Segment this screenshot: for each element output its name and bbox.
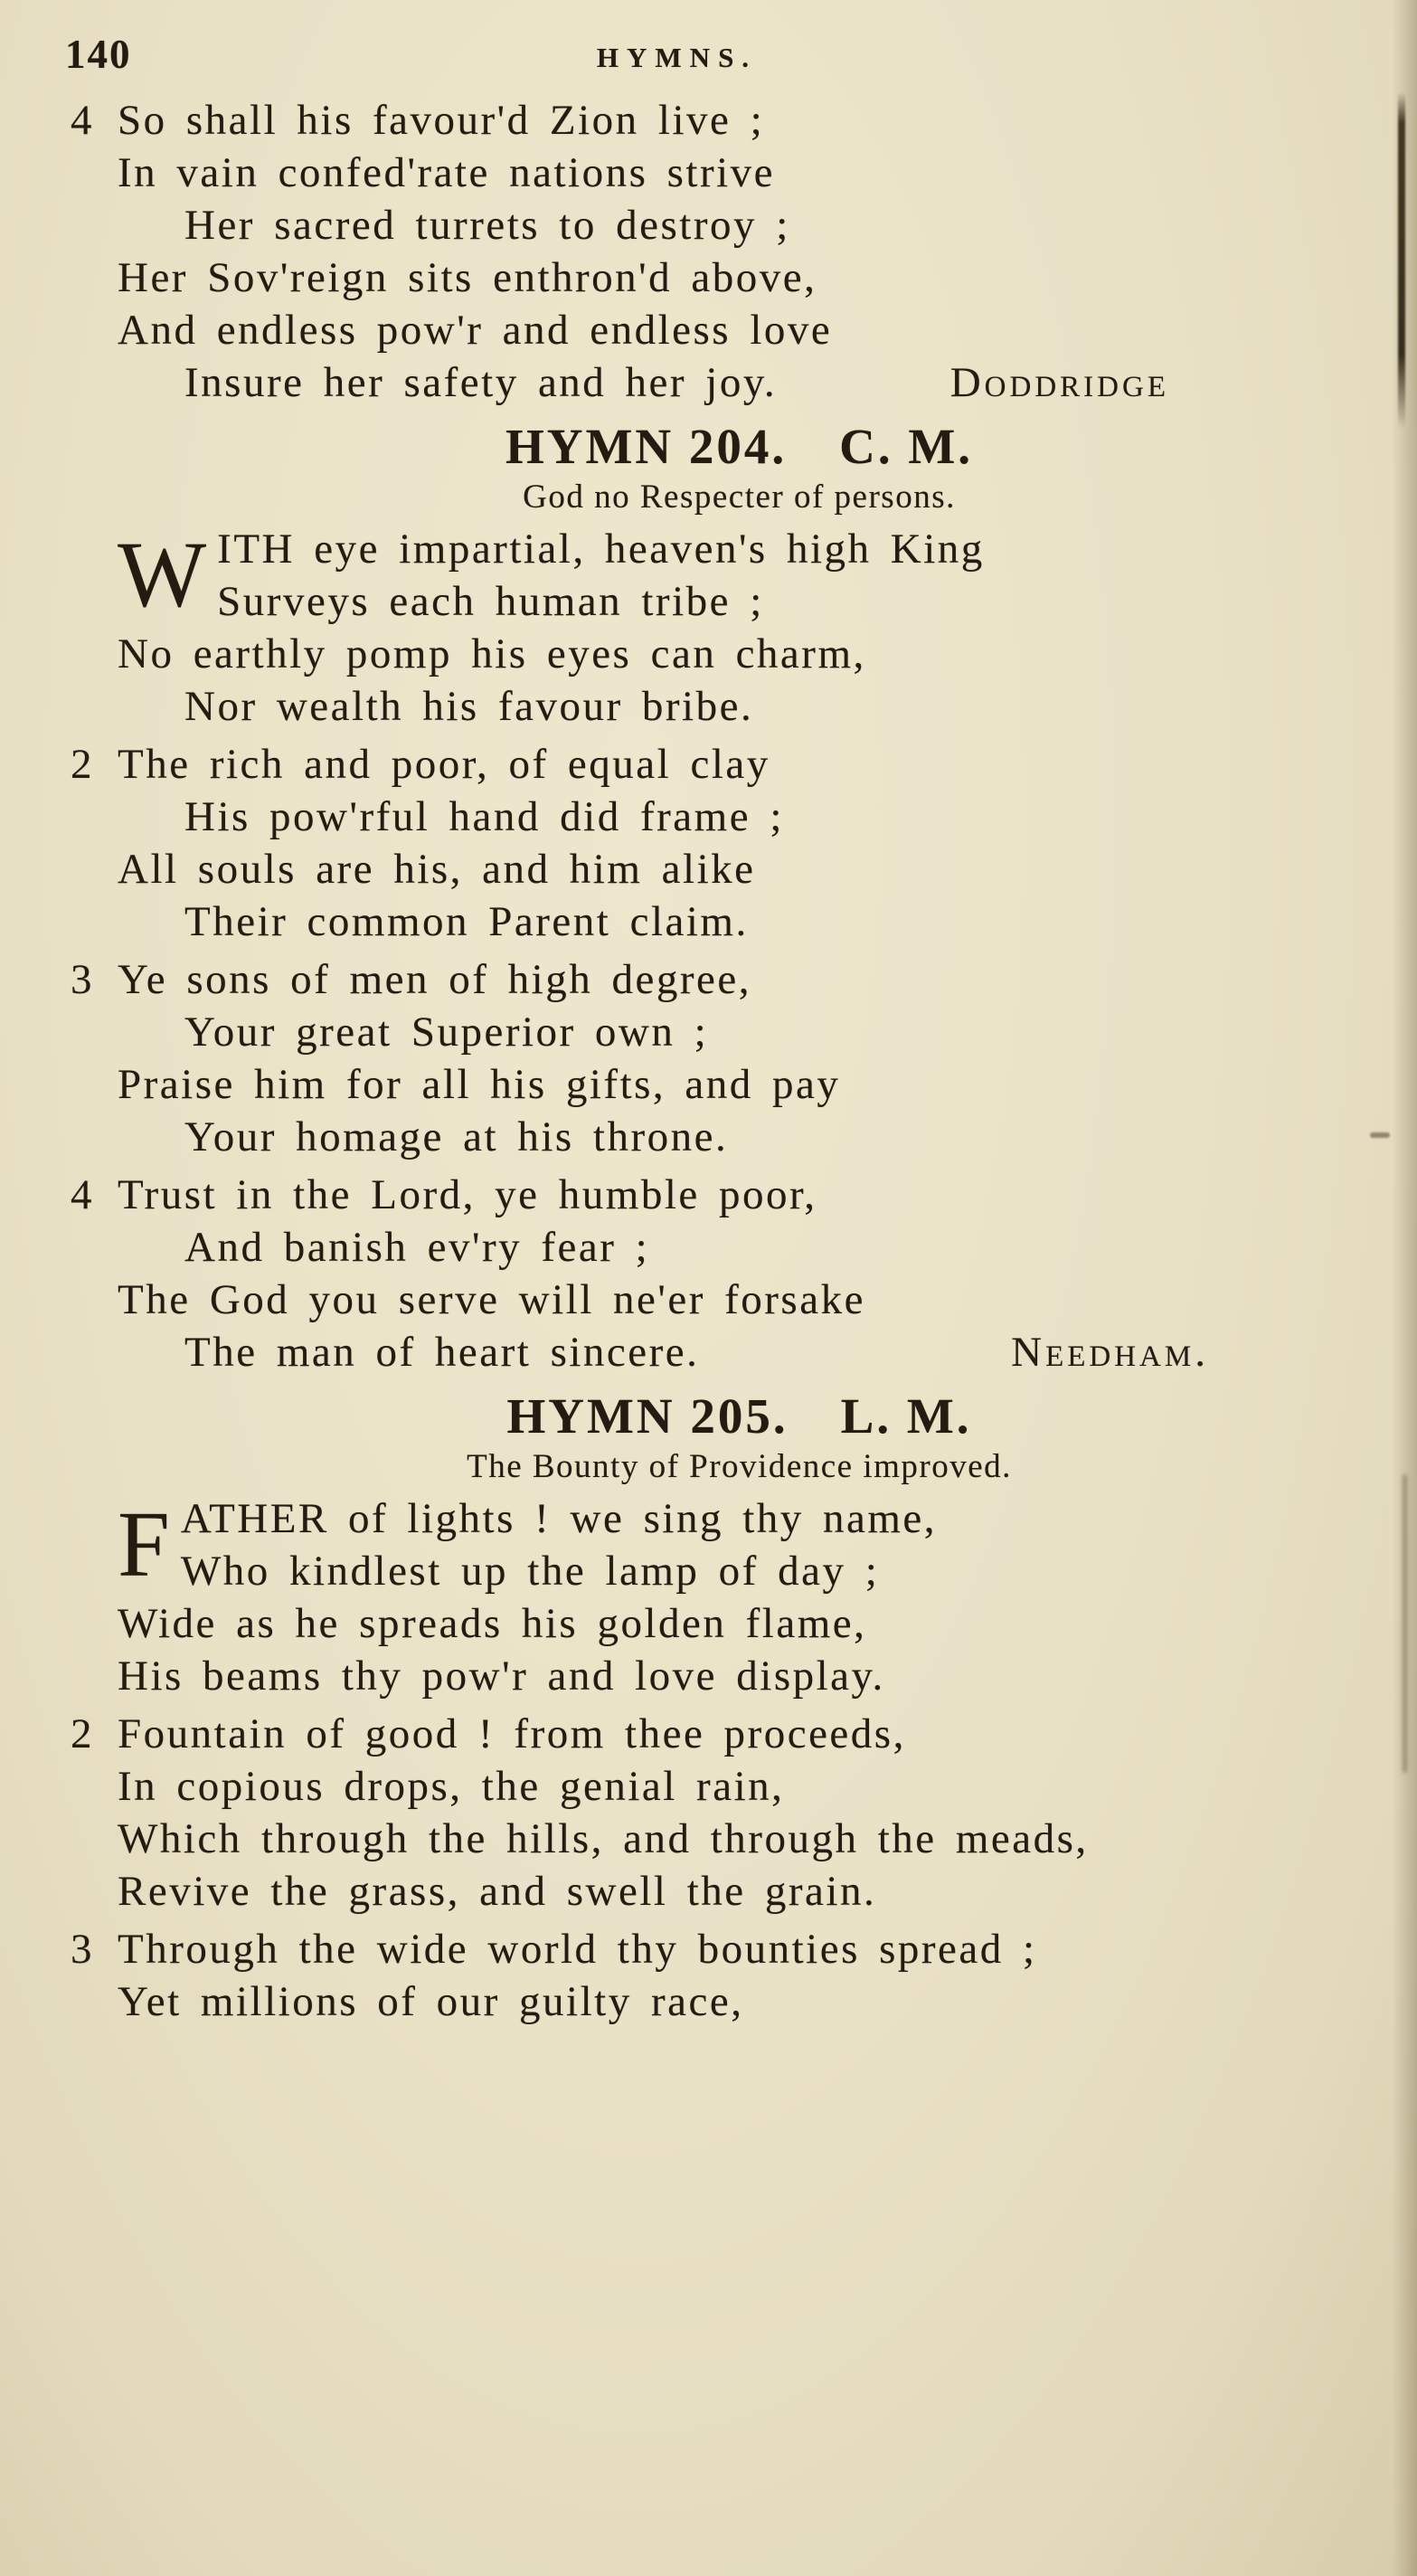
hymn-line: Yet millions of our guilty race, <box>118 1978 744 2025</box>
hymn-line: Your great Superior own ; <box>184 1009 709 1056</box>
hymn-line: Her sacred turrets to destroy ; <box>184 202 790 249</box>
hymn-line: Who kindlest up the lamp of day ; <box>180 1548 880 1595</box>
hymn-line-text: Fountain of good ! from thee proceeds, <box>118 1710 906 1757</box>
hymn-line-text: Through the wide world thy bounties spread ; <box>118 1926 1037 1973</box>
hymn-meter: C. M. <box>839 419 974 474</box>
hymn-204-verse-3 <box>71 953 1361 1163</box>
hymn-205-verse-1 <box>118 1492 1361 1702</box>
hymn-line: Which through the hills, and through the meads, <box>118 1815 1089 1862</box>
hymn-line: In vain confed'rate nations strive <box>118 149 776 196</box>
hymn-line-text: Ye sons of men of high degree, <box>118 956 751 1003</box>
hymn-line: ATHER of lights ! we sing thy name, <box>180 1495 938 1542</box>
hymn-line-text: The man of heart sincere. <box>184 1329 700 1376</box>
hymn-204-verse-2 <box>71 738 1361 948</box>
hymn-205-subtitle: The Bounty of Providence improved. <box>467 1448 1012 1485</box>
hymn-line-text: Trust in the Lord, ye humble poor, <box>118 1171 817 1218</box>
running-title: HYMNS. <box>596 42 758 73</box>
hymn-line: Their common Parent claim. <box>184 898 749 945</box>
hymn-line: Revive the grass, and swell the grain. <box>118 1868 877 1915</box>
hymn-line-text: So shall his favour'd Zion live ; <box>118 97 765 144</box>
hymn-line: Praise him for all his gifts, and pay <box>118 1061 841 1108</box>
verse-number: 4 <box>71 1171 94 1218</box>
hymn-line: ITH eye impartial, heaven's high King <box>217 526 985 573</box>
book-binding-mark <box>1398 92 1405 429</box>
hymn-line: His beams thy pow'r and love display. <box>118 1653 885 1700</box>
hymn-204-verse-4 <box>71 1169 1361 1378</box>
hymn-line: No earthly pomp his eyes can charm, <box>118 630 866 677</box>
hymn-line: In copious drops, the genial rain, <box>118 1763 785 1810</box>
hymn-line <box>71 1923 1361 1975</box>
hymn-line: Your homage at his throne. <box>184 1113 729 1160</box>
hymn-line: His pow'rful hand did frame ; <box>184 793 784 840</box>
hymn-205-heading <box>118 1387 1361 1445</box>
hymn-line-text: The rich and poor, of equal clay <box>118 741 770 788</box>
hymn-line: And endless pow'r and endless love <box>118 307 833 354</box>
hymn-204-verse-1 <box>118 523 1361 733</box>
verse-number: 4 <box>71 97 94 144</box>
hymn-line: Nor wealth his favour bribe. <box>184 683 754 730</box>
hymn-line-text: Insure her safety and her joy. <box>184 359 778 406</box>
drop-cap: F <box>118 1492 170 1596</box>
hymn-meter: L. M. <box>840 1388 972 1444</box>
previous-hymn-verse-4 <box>71 94 1361 409</box>
drop-cap: W <box>118 523 207 627</box>
ink-mark <box>1370 1132 1390 1138</box>
hymn-line <box>71 94 1361 147</box>
hymn-line: And banish ev'ry fear ; <box>184 1224 650 1271</box>
hymn-line <box>71 1169 1361 1221</box>
verse-number: 2 <box>71 741 94 788</box>
hymn-title: HYMN 204. <box>505 419 788 474</box>
hymn-line <box>71 953 1361 1006</box>
book-binding-mark-faint <box>1403 1474 1407 1773</box>
hymn-line: All souls are his, and him alike <box>118 846 756 893</box>
page-number: 140 <box>65 32 132 77</box>
hymn-line <box>71 1708 1361 1760</box>
verse-number: 3 <box>71 1926 94 1973</box>
verse-number: 2 <box>71 1710 94 1757</box>
hymn-205-verse-3 <box>71 1923 1361 2028</box>
hymn-205-verse-2 <box>71 1708 1361 1918</box>
hymn-204-subtitle: God no Respecter of persons. <box>523 478 956 516</box>
hymn-line <box>118 356 1361 409</box>
hymn-line: Wide as he spreads his golden flame, <box>118 1600 867 1647</box>
hymn-204-heading <box>118 418 1361 476</box>
hymn-line: The God you serve will ne'er forsake <box>118 1276 865 1323</box>
page-content <box>0 87 1417 2028</box>
page-header <box>0 0 1417 87</box>
hymn-line <box>118 1326 1361 1378</box>
hymn-line <box>71 738 1361 791</box>
author-attribution: Needham. <box>1011 1329 1209 1376</box>
verse-number: 3 <box>71 956 94 1003</box>
hymn-line: Her Sov'reign sits enthron'd above, <box>118 254 817 301</box>
hymn-title: HYMN 205. <box>506 1388 789 1444</box>
hymn-line: Surveys each human tribe ; <box>217 578 764 625</box>
author-attribution: Doddridge <box>949 359 1169 406</box>
